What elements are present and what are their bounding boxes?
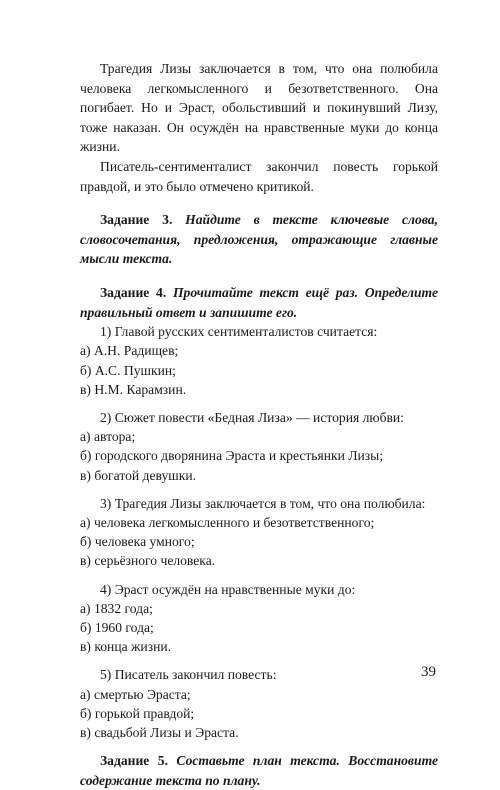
question-5-option-b: б) горькой правдой; [80,705,195,721]
question-3-option-c: в) серьёзного человека. [80,553,216,569]
intro-paragraph-2: Писатель-сентименталист закончил повесть горькой правдой, и это было отмечено критикой. [80,158,438,194]
question-4 [80,580,438,657]
question-4-option-c: в) конца жизни. [80,639,172,655]
question-2-text: 2) Сюжет повести «Бедная Лиза» — история любви: [100,409,404,425]
task-4-text: Прочитайте текст ещё раз. Определите правильный ответ и запишите его. [80,284,438,320]
question-2-option-a: а) автора; [80,429,136,445]
question-3-text: 3) Трагедия Лизы заключается в том, что она полюбила: [100,495,426,511]
question-1 [80,322,438,399]
question-5-option-a: а) смертью Эраста; [80,686,191,702]
page-number: 39 [421,664,436,680]
question-5 [80,665,438,742]
question-3-option-b: б) человека умного; [80,534,195,550]
task-5-text: Составьте план текста. Восстановите содержание текста по плану. [80,753,438,788]
task-4-label: Задание 4. [100,284,167,300]
task-5-label: Задание 5. [100,753,168,769]
question-1-option-c: в) Н.М. Карамзин. [80,381,187,397]
question-4-text: 4) Эраст осуждён на нравственные муки до: [100,581,356,597]
question-2 [80,408,438,485]
question-1-text: 1) Главой русских сентименталистов считается: [100,324,378,340]
question-2-option-b: б) городского дворянина Эраста и крестьянки Лизы; [80,448,384,464]
question-4-option-b: б) 1960 года; [80,619,154,635]
question-3-option-a: а) человека легкомысленного и безответственного; [80,514,375,530]
question-4-option-a: а) 1832 года; [80,600,153,616]
question-1-option-a: а) А.Н. Радищев; [80,343,179,359]
question-3 [80,494,438,571]
question-2-option-c: в) богатой девушки. [80,467,196,483]
task-5 [80,751,438,790]
task-3-text: Найдите в тексте ключевые слова, словосочетания, предложения, отражающие главные мысли текста. [80,212,438,267]
question-1-option-b: б) А.С. Пушкин; [80,362,176,378]
intro-paragraph-1: Трагедия Лизы заключается в том, что она полюбила человека легкомысленного и безответственного. Она погибает. Но и Эраст, обольстивший и покинувший Лизу, тоже наказан. Он осуждён на нравственные муки до конца жизни. [80,61,438,155]
question-5-option-c: в) свадьбой Лизы и Эраста. [80,724,239,740]
task-3 [80,210,438,269]
question-5-text: 5) Писатель закончил повесть: [100,667,277,683]
task-4 [80,283,438,322]
task-3-label: Задание 3. [100,212,173,228]
